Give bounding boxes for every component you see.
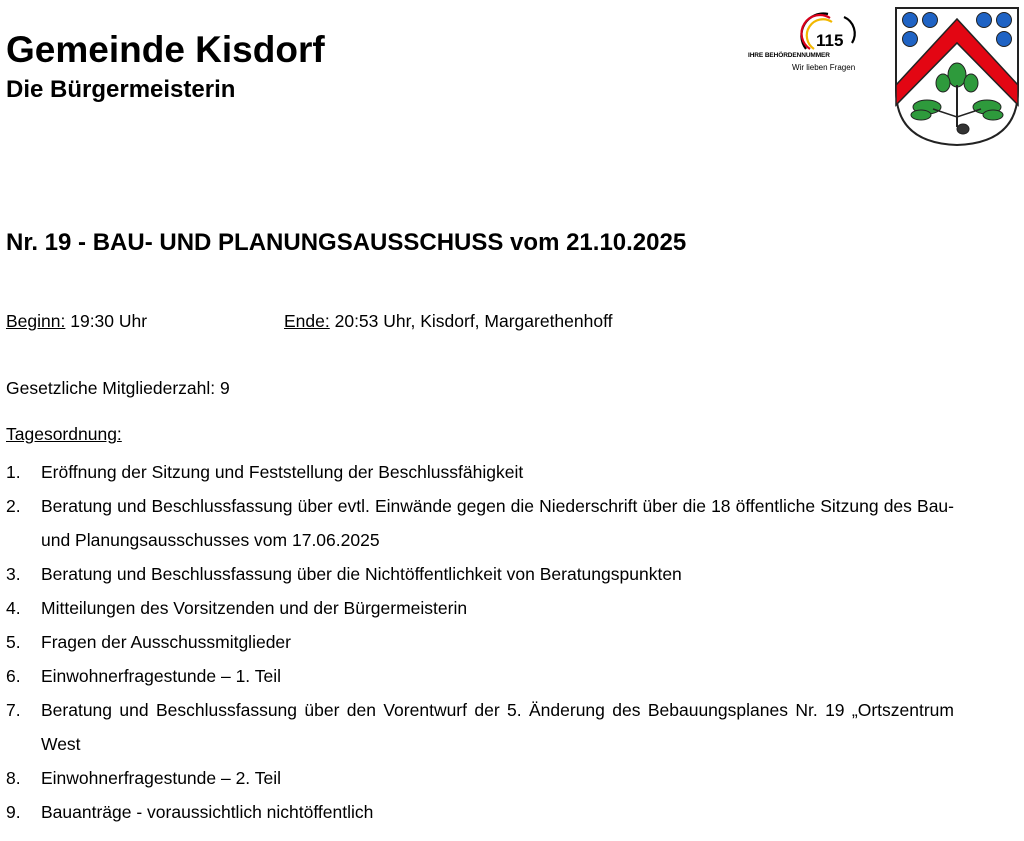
meeting-title: Nr. 19 - BAU- UND PLANUNGSAUSSCHUSS vom 21.10.2025 xyxy=(6,229,687,256)
115-slogan: Wir lieben Fragen xyxy=(792,63,856,72)
agenda-item-number: 9. xyxy=(6,802,21,822)
agenda-item-text: Einwohnerfragestunde – 1. Teil xyxy=(41,666,281,686)
agenda-item xyxy=(6,455,954,489)
mayor-subtitle: Die Bürgermeisterin xyxy=(6,76,236,103)
agenda-item-text: Bauanträge - voraussichtlich nichtöffentlich xyxy=(41,802,374,822)
115-logo xyxy=(748,5,866,75)
meeting-begin xyxy=(6,310,147,332)
agenda-item-text: Mitteilungen des Vorsitzenden und der Bürgermeisterin xyxy=(41,598,468,618)
agenda-item-number: 3. xyxy=(6,564,21,584)
agenda-item-text: Eröffnung der Sitzung und Feststellung der Beschlussfähigkeit xyxy=(41,462,524,482)
agenda-item-text: Beratung und Beschlussfassung über die Nichtöffentlichkeit von Beratungspunkten xyxy=(41,564,682,584)
agenda-item-number: 1. xyxy=(6,462,21,482)
end-value: 20:53 Uhr, Kisdorf, Margarethenhoff xyxy=(334,311,613,331)
agenda-item-text: Beratung und Beschlussfassung über evtl. Einwände gegen die Niederschrift über die 18 öffentliche Sitzung des Bau- und Planungsausschusses vom 17.06.2025 xyxy=(41,496,954,550)
agenda-item-number: 2. xyxy=(6,496,21,516)
coat-of-arms-icon xyxy=(893,5,1021,147)
agenda-item-number: 6. xyxy=(6,666,21,686)
agenda-item xyxy=(6,761,954,795)
115-number: 115 xyxy=(816,31,844,50)
agenda-item xyxy=(6,659,954,693)
115-caption: IHRE BEHÖRDENNUMMER xyxy=(748,52,830,59)
begin-value: 19:30 Uhr xyxy=(70,311,148,331)
agenda-item-text: Einwohnerfragestunde – 2. Teil xyxy=(41,768,281,788)
agenda-item-text: Beratung und Beschlussfassung über den Vorentwurf der 5. Änderung des Bebauungsplanes Nr. 19 „Ortszentrum West xyxy=(41,700,954,754)
end-label: Ende: xyxy=(284,311,330,331)
members-value: 9 xyxy=(220,378,230,398)
municipality-title: Gemeinde Kisdorf xyxy=(6,29,325,70)
begin-label: Beginn: xyxy=(6,311,66,331)
agenda-item-number: 7. xyxy=(6,700,21,720)
agenda-item xyxy=(6,557,954,591)
members-count xyxy=(6,377,230,399)
agenda-list xyxy=(6,455,954,829)
agenda-item xyxy=(6,795,954,829)
agenda-item-number: 8. xyxy=(6,768,21,788)
agenda-item xyxy=(6,591,954,625)
agenda-item xyxy=(6,489,954,557)
115-logo-icon xyxy=(748,5,866,55)
agenda-item xyxy=(6,625,954,659)
meeting-end xyxy=(284,310,613,332)
agenda-item xyxy=(6,693,954,761)
agenda-label: Tagesordnung: xyxy=(6,424,122,444)
agenda-item-text: Fragen der Ausschussmitglieder xyxy=(41,632,291,652)
members-label: Gesetzliche Mitgliederzahl: xyxy=(6,378,216,398)
agenda-item-number: 5. xyxy=(6,632,21,652)
agenda-item-number: 4. xyxy=(6,598,21,618)
